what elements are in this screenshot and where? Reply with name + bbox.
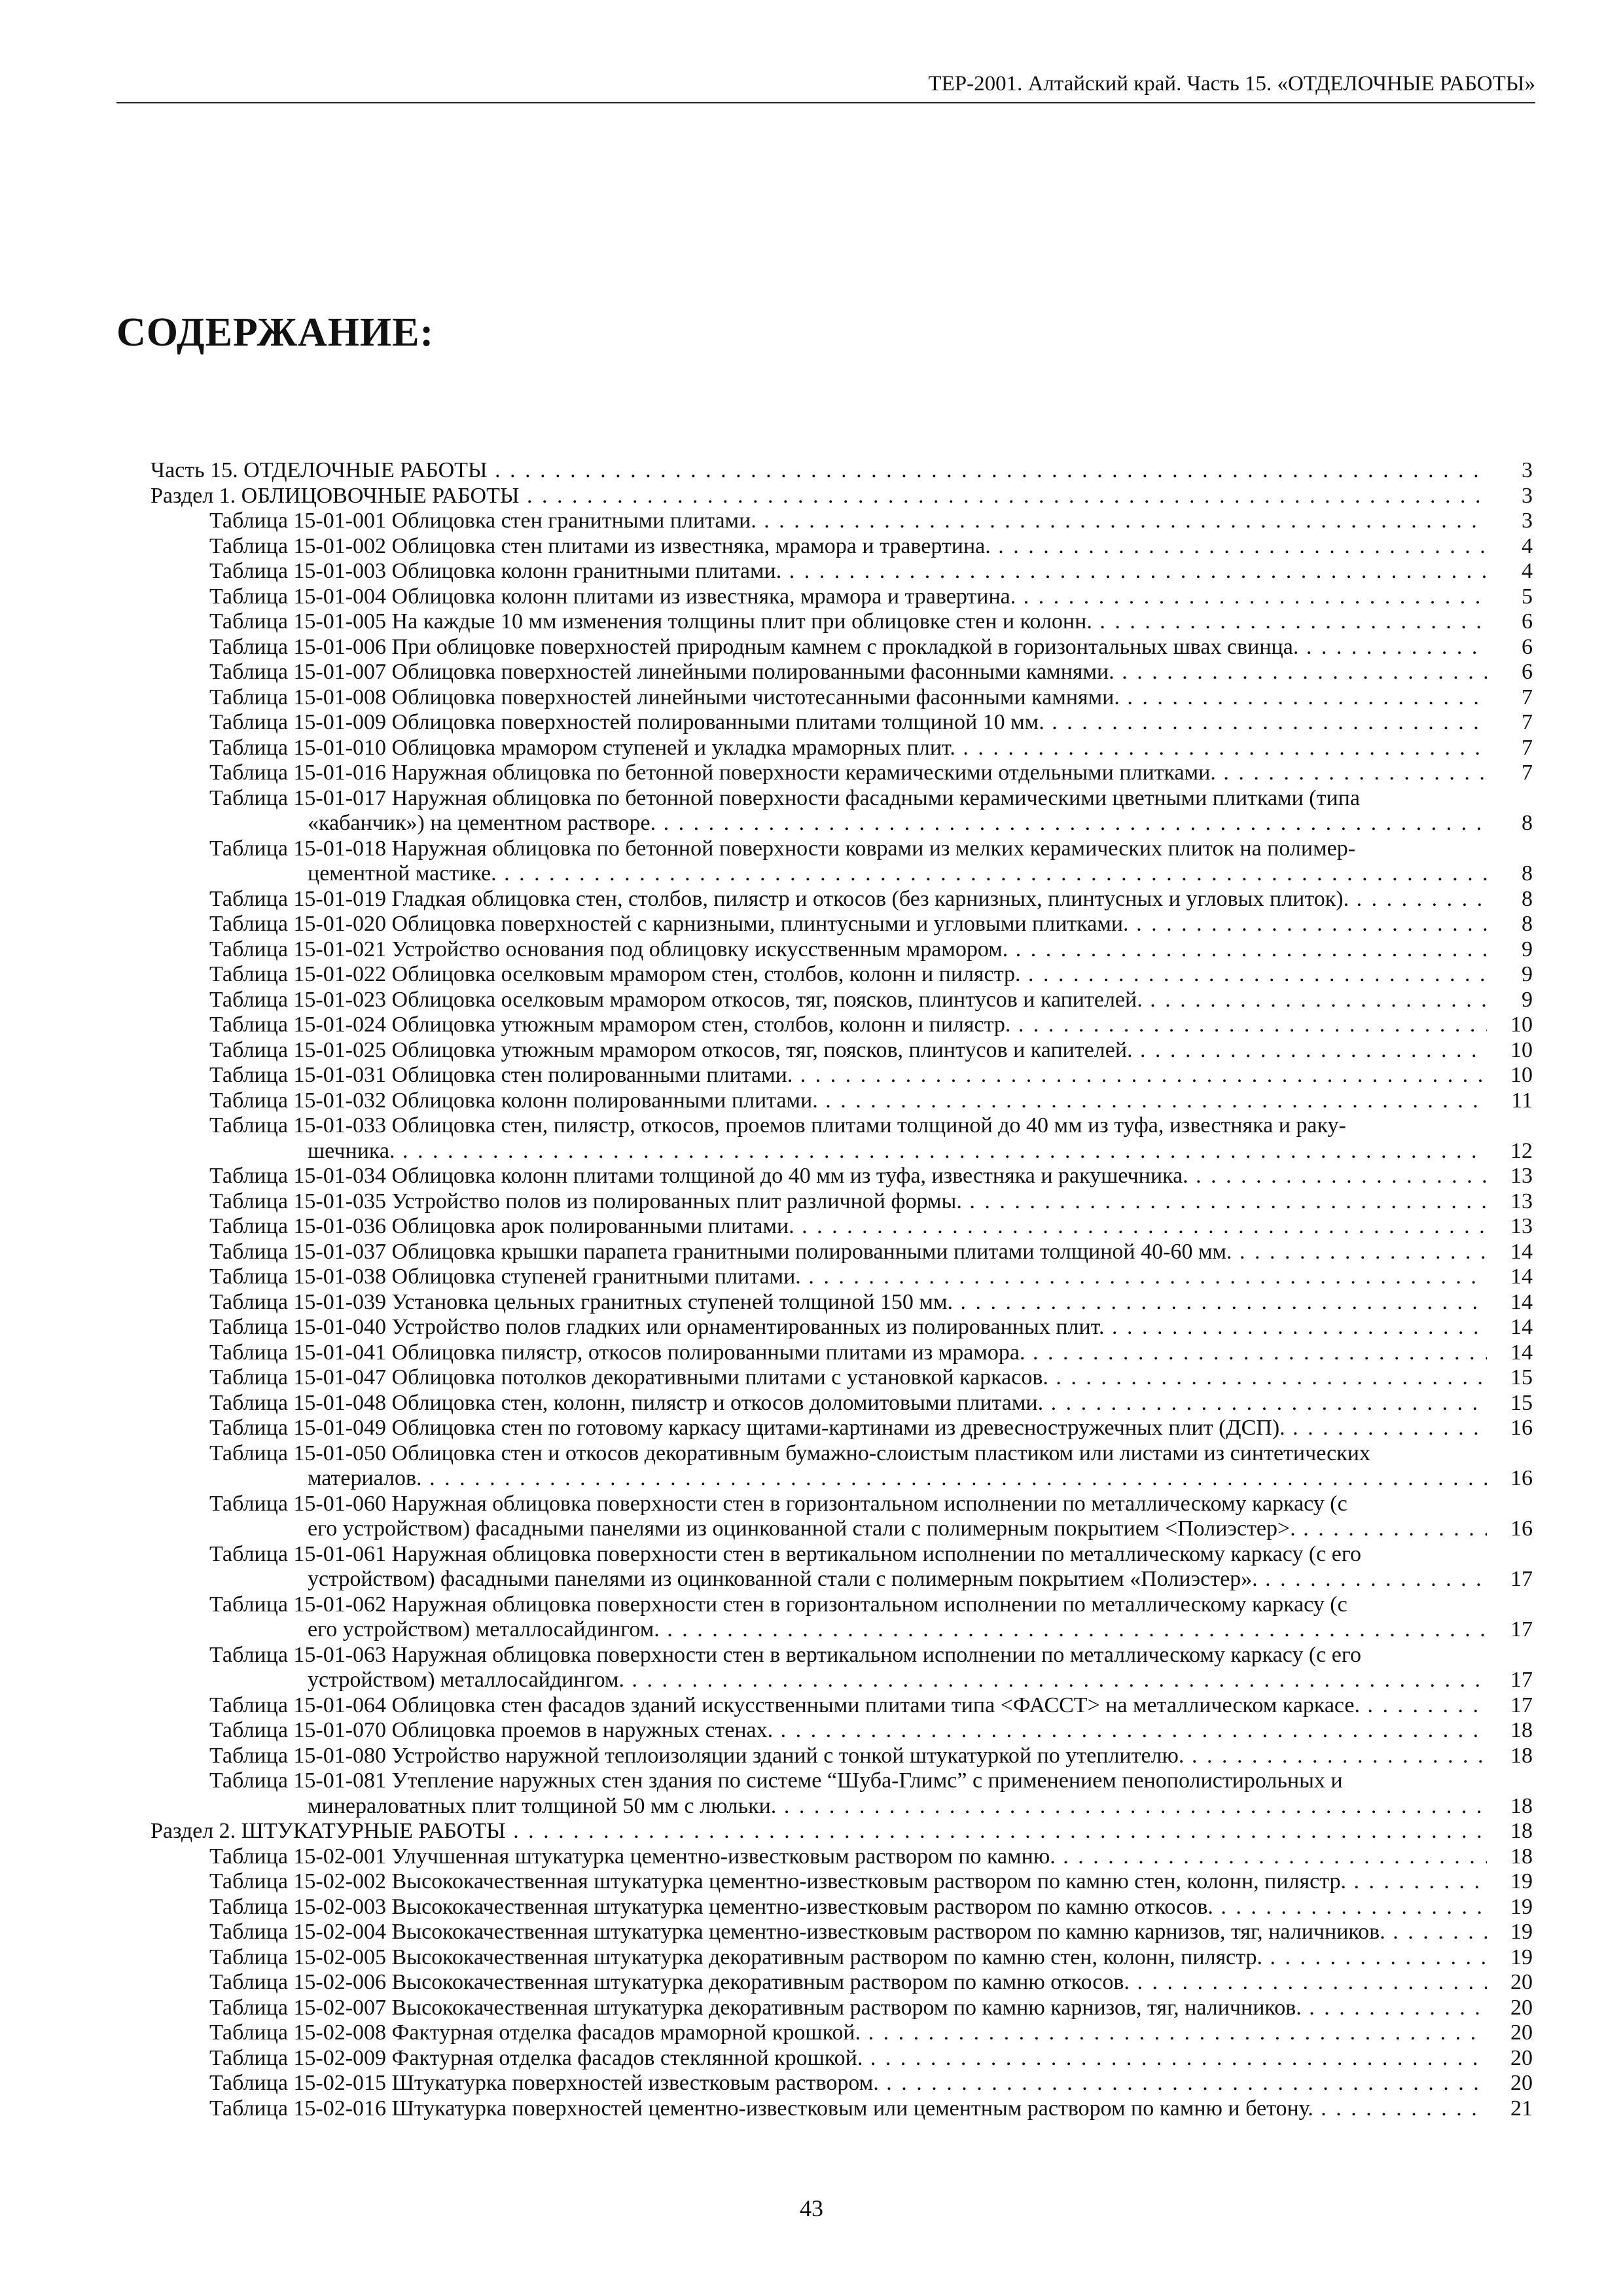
- toc-entry-title: Таблица 15-01-020 Облицовка поверхностей с карнизными, плинтусными и угловыми плитками.: [209, 912, 1129, 936]
- toc-entry-page: 10: [1510, 1037, 1533, 1062]
- toc-entry[interactable]: [151, 1164, 1533, 1189]
- dot-leader: [776, 1794, 1487, 1818]
- toc-entry[interactable]: [151, 1416, 1533, 1441]
- toc-entry-title: Таблица 15-01-041 Облицовка пилястр, откосов полированными плитами из мрамора.: [209, 1340, 1026, 1365]
- toc-entry-title: Таблица 15-01-060 Наружная облицовка поверхности стен в горизонтальном исполнении по металлическому каркасу (с: [209, 1491, 1347, 1516]
- toc-entry-page: 7: [1522, 735, 1533, 760]
- toc-entry-title-continued: его устройством) фасадными панелями из оцинкованной стали с полимерным покрытием <Полиэстер>.: [308, 1516, 1296, 1541]
- dot-leader: [1133, 1038, 1487, 1062]
- toc-entry-page: 10: [1510, 1013, 1533, 1037]
- toc-entry-title: Таблица 15-01-024 Облицовка утюжным мрамором стен, столбов, колонн и пилястр.: [209, 1013, 1011, 1037]
- toc-entry-page: 14: [1510, 1340, 1533, 1365]
- toc-entry-page: 18: [1510, 1743, 1533, 1768]
- toc-entry-page: 5: [1522, 584, 1533, 609]
- toc-entry-page: 12: [1510, 1138, 1533, 1163]
- toc-entry[interactable]: [151, 584, 1533, 610]
- toc-entry-title: Таблица 15-02-016 Штукатурка поверхностей цементно-известковым или цементным раствором по камню и бетону.: [209, 2096, 1313, 2121]
- toc-entry-title-continued: шечника.: [308, 1138, 395, 1163]
- toc-entry[interactable]: [151, 1768, 1533, 1794]
- toc-entry-title: Таблица 15-02-009 Фактурная отделка фасадов стеклянной крошкой.: [209, 2045, 863, 2070]
- toc-entry-title-continued: «кабанчик») на цементном растворе.: [308, 811, 656, 835]
- toc-entry-title: Таблица 15-01-061 Наружная облицовка поверхности стен в вертикальном исполнении по металлическому каркасу (с его: [209, 1541, 1361, 1566]
- toc-entry-page: 19: [1510, 1945, 1533, 1969]
- dot-leader: [656, 811, 1487, 835]
- toc-entry-page: 4: [1522, 559, 1533, 583]
- toc-entry-page: 18: [1510, 1819, 1533, 1843]
- toc-entry-title: Таблица 15-01-047 Облицовка потолков декоративными плитами с установкой каркасов.: [209, 1365, 1048, 1390]
- toc-entry[interactable]: [151, 1693, 1533, 1719]
- toc-entry-title: Таблица 15-01-039 Установка цельных гранитных ступеней толщиной 150 мм.: [209, 1289, 953, 1314]
- dot-leader: [1216, 761, 1487, 785]
- dot-leader: [1349, 887, 1487, 911]
- toc-entry[interactable]: [151, 1391, 1533, 1416]
- toc-entry-continuation[interactable]: [151, 1516, 1533, 1542]
- dot-leader: [1056, 1844, 1487, 1869]
- dot-leader: [497, 861, 1487, 886]
- toc-entry[interactable]: [151, 1869, 1533, 1895]
- dot-leader: [488, 458, 1487, 482]
- toc-entry-page: 14: [1510, 1289, 1533, 1314]
- toc-entry-continuation[interactable]: [151, 1668, 1533, 1693]
- dot-leader: [794, 1214, 1487, 1238]
- toc-entry-continuation[interactable]: [151, 861, 1533, 887]
- toc-entry-title: Раздел 1. ОБЛИЦОВОЧНЫЕ РАБОТЫ: [151, 483, 520, 508]
- toc-entry-title: Таблица 15-01-062 Наружная облицовка поверхности стен в горизонтальном исполнении по металлическому каркасу (с: [209, 1592, 1347, 1617]
- toc-entry-title: Таблица 15-01-070 Облицовка проемов в наружных стенах.: [209, 1718, 774, 1742]
- toc-entry[interactable]: [151, 761, 1533, 786]
- toc-entry[interactable]: [151, 559, 1533, 584]
- toc-entry-page: 20: [1510, 2020, 1533, 2045]
- toc-entry-page: 15: [1510, 1365, 1533, 1390]
- toc-entry[interactable]: [151, 1214, 1533, 1240]
- toc-entry[interactable]: [151, 1819, 1533, 1844]
- toc-entry-title: Таблица 15-01-032 Облицовка колонн полированными плитами.: [209, 1088, 818, 1113]
- toc-entry-title: Таблица 15-01-048 Облицовка стен, колонн, пилястр и откосов доломитовыми плитами.: [209, 1390, 1044, 1415]
- toc-entry-page: 6: [1522, 609, 1533, 634]
- toc-entry-title: Таблица 15-01-001 Облицовка стен гранитными плитами.: [209, 509, 757, 533]
- toc-entry-page: 6: [1522, 634, 1533, 659]
- toc-entry-page: 8: [1522, 912, 1533, 936]
- toc-entry[interactable]: [151, 1542, 1533, 1568]
- toc-entry-page: 18: [1510, 1793, 1533, 1818]
- dot-leader: [1129, 912, 1487, 936]
- toc-entry-title: Таблица 15-02-001 Улучшенная штукатурка цементно-известковым раствором по камню.: [209, 1844, 1056, 1869]
- dot-leader: [1346, 1869, 1487, 1893]
- dot-leader: [1262, 1945, 1487, 1969]
- dot-leader: [1184, 1744, 1487, 1768]
- toc-entry[interactable]: [151, 1113, 1533, 1139]
- toc-entry-page: 7: [1522, 685, 1533, 709]
- toc-entry[interactable]: [151, 887, 1533, 912]
- toc-entry-page: 20: [1510, 1995, 1533, 2020]
- toc-entry[interactable]: [151, 534, 1533, 560]
- dot-leader: [1285, 1416, 1487, 1440]
- toc-entry[interactable]: [151, 1340, 1533, 1366]
- toc-entry-title: Таблица 15-01-025 Облицовка утюжным мрамором откосов, тяг, поясков, плинтусов и капителей.: [209, 1037, 1133, 1062]
- toc-entry-page: 16: [1510, 1516, 1533, 1541]
- toc-entry[interactable]: [151, 484, 1533, 509]
- dot-leader: [1021, 962, 1487, 986]
- dot-leader: [1130, 1970, 1487, 1994]
- toc-entry-title: Таблица 15-01-080 Устройство наружной теплоизоляции зданий с тонкой штукатуркой по утеплителю.: [209, 1743, 1185, 1768]
- toc-entry-title: Таблица 15-02-008 Фактурная отделка фасадов мраморной крошкой.: [209, 2020, 861, 2045]
- toc-entry-title-continued: его устройством) металлосайдингом.: [308, 1617, 660, 1641]
- toc-entry-title: Таблица 15-01-008 Облицовка поверхностей линейными чистотесанными фасонными камнями.: [209, 685, 1120, 709]
- toc-entry-page: 9: [1522, 937, 1533, 961]
- toc-entry-title: Таблица 15-01-006 При облицовке поверхностей природным камнем с прокладкой в горизонтальных швах свинца.: [209, 634, 1299, 659]
- toc-entry[interactable]: [151, 685, 1533, 711]
- dot-leader: [861, 2020, 1487, 2045]
- dot-leader: [991, 534, 1487, 558]
- toc-entry-page: 19: [1510, 1920, 1533, 1944]
- toc-entry-title: Таблица 15-01-040 Устройство полов гладких или орнаментированных из полированных плит.: [209, 1315, 1105, 1339]
- dot-leader: [793, 1063, 1487, 1087]
- toc-entry[interactable]: [151, 2071, 1533, 2096]
- toc-entry[interactable]: [151, 1945, 1533, 1971]
- toc-entry[interactable]: [151, 1441, 1533, 1467]
- toc-entry-title: Таблица 15-01-081 Утепление наружных стен здания по системе “Шуба-Глимс” с применением пенополистирольных и: [209, 1768, 1343, 1793]
- toc-entry[interactable]: [151, 962, 1533, 988]
- toc-entry-title: Таблица 15-01-003 Облицовка колонн гранитными плитами.: [209, 559, 782, 583]
- toc-entry-title: Таблица 15-01-064 Облицовка стен фасадов зданий искусственными плитами типа <ФАССТ> на металлическом каркасе.: [209, 1693, 1361, 1717]
- toc-entry[interactable]: [151, 2046, 1533, 2072]
- toc-entry-continuation[interactable]: [151, 1617, 1533, 1643]
- dot-leader: [395, 1139, 1487, 1163]
- dot-leader: [1025, 1340, 1487, 1365]
- toc-entry-title: Часть 15. ОТДЕЛОЧНЫЕ РАБОТЫ: [151, 458, 488, 482]
- toc-entry[interactable]: [151, 458, 1533, 484]
- toc-entry[interactable]: [151, 836, 1533, 862]
- dot-leader: [506, 1819, 1487, 1843]
- dot-leader: [1302, 1996, 1487, 2020]
- toc-entry-title: Таблица 15-01-007 Облицовка поверхностей линейными полированными фасонными камнями.: [209, 660, 1115, 684]
- toc-entry[interactable]: [151, 1844, 1533, 1870]
- dot-leader: [1360, 1693, 1487, 1717]
- toc-entry[interactable]: [151, 509, 1533, 534]
- toc-entry-title: Таблица 15-01-017 Наружная облицовка по бетонной поверхности фасадными керамическими цветными плитками (типа: [209, 785, 1360, 810]
- dot-leader: [520, 484, 1487, 508]
- toc-entry-title: Таблица 15-01-023 Облицовка оселковым мрамором откосов, тяг, поясков, плинтусов и капителей.: [209, 987, 1143, 1012]
- toc-entry[interactable]: [151, 635, 1533, 660]
- toc-entry[interactable]: [151, 1996, 1533, 2021]
- toc-entry-title-continued: устройством) фасадными панелями из оцинкованной стали с полимерным покрытием «Полиэстер».: [308, 1567, 1258, 1591]
- dot-leader: [1296, 1516, 1487, 1541]
- toc-entry[interactable]: [151, 1970, 1533, 1996]
- toc-entry[interactable]: [151, 1265, 1533, 1290]
- toc-entry[interactable]: [151, 1290, 1533, 1316]
- toc-entry-title: Таблица 15-01-018 Наружная облицовка по бетонной поверхности коврами из мелких керамических плиток на полимер-: [209, 836, 1356, 861]
- toc-entry-page: 9: [1522, 962, 1533, 986]
- toc-entry[interactable]: [151, 1718, 1533, 1744]
- toc-entry-page: 20: [1510, 2071, 1533, 2095]
- dot-leader: [1385, 1920, 1487, 1944]
- dot-leader: [801, 1265, 1487, 1289]
- dot-leader: [818, 1088, 1487, 1113]
- toc-entry-page: 3: [1522, 509, 1533, 533]
- toc-entry-page: 20: [1510, 1970, 1533, 1994]
- toc-entry-page: 17: [1510, 1567, 1533, 1591]
- toc-table: [151, 458, 1533, 2121]
- dot-leader: [1213, 1895, 1487, 1919]
- dot-leader: [1016, 584, 1487, 609]
- dot-leader: [955, 736, 1487, 760]
- toc-entry[interactable]: [151, 1013, 1533, 1038]
- toc-entry[interactable]: [151, 1189, 1533, 1215]
- toc-entry-title: Таблица 15-01-049 Облицовка стен по готовому каркасу щитами-картинами из древесностружечных плит (ДСП).: [209, 1416, 1285, 1440]
- dot-leader: [1120, 685, 1487, 709]
- toc-entry-page: 17: [1510, 1617, 1533, 1641]
- toc-entry-title: Таблица 15-02-004 Высококачественная штукатурка цементно-известковым раствором по камню карнизов, тяг, наличников.: [209, 1920, 1385, 1944]
- toc-entry-title: Таблица 15-02-015 Штукатурка поверхностей известковым раствором.: [209, 2071, 879, 2095]
- toc-entry[interactable]: [151, 1088, 1533, 1114]
- toc-entry[interactable]: [151, 1920, 1533, 1945]
- toc-entry-page: 4: [1522, 533, 1533, 558]
- dot-leader: [781, 559, 1487, 583]
- toc-entry[interactable]: [151, 2020, 1533, 2046]
- toc-entry-title: Таблица 15-02-007 Высококачественная штукатурка декоративным раствором по камню карнизов, тяг, наличников.: [209, 1995, 1302, 2020]
- toc-entry-page: 13: [1510, 1189, 1533, 1213]
- toc-entry-title: Таблица 15-01-004 Облицовка колонн плитами из известняка, мрамора и травертина.: [209, 584, 1016, 609]
- toc-entry[interactable]: [151, 786, 1533, 812]
- toc-entry-title-continued: цементной мастике.: [308, 861, 497, 886]
- toc-entry-continuation[interactable]: [151, 1794, 1533, 1820]
- dot-leader: [757, 509, 1487, 533]
- toc-entry-page: 8: [1522, 886, 1533, 911]
- toc-entry-page: 14: [1510, 1315, 1533, 1339]
- toc-entry-title: Таблица 15-01-037 Облицовка крышки парапета гранитными полированными плитами толщиной 40-60 мм.: [209, 1239, 1232, 1264]
- toc-entry[interactable]: [151, 1063, 1533, 1088]
- toc-entry[interactable]: [151, 1038, 1533, 1064]
- toc-entry-continuation[interactable]: [151, 1567, 1533, 1592]
- toc-entry-title-continued: материалов.: [308, 1466, 422, 1490]
- dot-leader: [660, 1617, 1487, 1641]
- toc-entry-page: 16: [1510, 1466, 1533, 1490]
- toc-entry-page: 14: [1510, 1265, 1533, 1289]
- toc-entry-page: 13: [1510, 1164, 1533, 1188]
- toc-entry-page: 17: [1510, 1668, 1533, 1692]
- toc-entry-title: Таблица 15-01-035 Устройство полов из полированных плит различной формы.: [209, 1189, 962, 1213]
- toc-entry-title: Таблица 15-01-005 На каждые 10 мм изменения толщины плит при облицовке стен и колонн.: [209, 609, 1092, 634]
- toc-entry-title: Таблица 15-01-031 Облицовка стен полированными плитами.: [209, 1063, 793, 1087]
- dot-leader: [1043, 1391, 1487, 1415]
- toc-entry[interactable]: [151, 1365, 1533, 1391]
- dot-leader: [422, 1466, 1487, 1490]
- toc-entry[interactable]: [151, 710, 1533, 736]
- toc-entry-continuation[interactable]: [151, 1139, 1533, 1164]
- dot-leader: [879, 2071, 1487, 2095]
- toc-entry[interactable]: [151, 937, 1533, 963]
- toc-entry[interactable]: [151, 1744, 1533, 1769]
- toc-entry-continuation[interactable]: [151, 811, 1533, 836]
- dot-leader: [1232, 1240, 1487, 1264]
- dot-leader: [962, 1189, 1487, 1213]
- dot-leader: [1258, 1567, 1487, 1591]
- toc-entry[interactable]: [151, 1592, 1533, 1618]
- toc-entry-page: 19: [1510, 1869, 1533, 1893]
- dot-leader: [1010, 1013, 1487, 1037]
- dot-leader: [773, 1718, 1487, 1742]
- toc-entry[interactable]: [151, 988, 1533, 1013]
- toc-entry-title: Таблица 15-01-050 Облицовка стен и откосов декоративным бумажно-слоистым пластиком или листами из синтетических: [209, 1441, 1370, 1465]
- toc-entry-title: Таблица 15-02-002 Высококачественная штукатурка цементно-известковым раствором по камню стен, колонн, пилястр.: [209, 1869, 1347, 1893]
- toc-entry-page: 9: [1522, 987, 1533, 1012]
- toc-entry-page: 7: [1522, 710, 1533, 734]
- toc-entry-page: 19: [1510, 1894, 1533, 1919]
- toc-entry-page: 15: [1510, 1390, 1533, 1415]
- toc-entry-title-continued: устройством) металлосайдингом.: [308, 1668, 625, 1692]
- toc-entry-title: Таблица 15-01-033 Облицовка стен, пилястр, откосов, проемов плитами толщиной до 40 мм из туфа, известняка и раку-: [209, 1113, 1346, 1138]
- running-header: ТЕР-2001. Алтайский край. Часть 15. «ОТДЕЛОЧНЫЕ РАБОТЫ»: [116, 69, 1535, 103]
- toc-entry-page: 18: [1510, 1718, 1533, 1742]
- toc-entry-title: Таблица 15-01-016 Наружная облицовка по бетонной поверхности керамическими отдельными плитками.: [209, 761, 1216, 785]
- toc-entry-page: 18: [1510, 1844, 1533, 1869]
- dot-leader: [863, 2046, 1487, 2070]
- toc-entry-title: Таблица 15-01-036 Облицовка арок полированными плитами.: [209, 1214, 794, 1238]
- toc-entry[interactable]: [151, 1643, 1533, 1668]
- toc-entry-title: Таблица 15-01-038 Облицовка ступеней гранитными плитами.: [209, 1265, 801, 1289]
- toc-entry-title: Таблица 15-01-009 Облицовка поверхностей полированными плитами толщиной 10 мм.: [209, 710, 1044, 734]
- toc-entry-page: 11: [1511, 1088, 1533, 1113]
- toc-entry-title: Таблица 15-01-010 Облицовка мрамором ступеней и укладка мраморных плит.: [209, 735, 955, 760]
- dot-leader: [1105, 1315, 1488, 1339]
- toc-entry-page: 8: [1522, 861, 1533, 886]
- dot-leader: [1188, 1164, 1487, 1188]
- toc-entry-page: 17: [1510, 1693, 1533, 1717]
- toc-entry-continuation[interactable]: [151, 1466, 1533, 1492]
- dot-leader: [1048, 1365, 1487, 1390]
- dot-leader: [1008, 937, 1487, 961]
- toc-entry-title: Таблица 15-01-034 Облицовка колонн плитами толщиной до 40 мм из туфа, известняка и ракушечника.: [209, 1164, 1188, 1188]
- table-of-contents: [151, 458, 1533, 2121]
- toc-entry-title: Таблица 15-02-006 Высококачественная штукатурка декоративным раствором по камню откосов.: [209, 1970, 1130, 1994]
- toc-entry[interactable]: [151, 660, 1533, 685]
- toc-entry-page: 7: [1522, 761, 1533, 785]
- toc-entry-title-continued: минераловатных плит толщиной 50 мм с люльки.: [308, 1793, 777, 1818]
- toc-entry[interactable]: [151, 1240, 1533, 1265]
- dot-leader: [1313, 2096, 1487, 2121]
- toc-entry-title: Таблица 15-02-003 Высококачественная штукатурка цементно-известковым раствором по камню откосов.: [209, 1894, 1213, 1919]
- toc-entry-title: Раздел 2. ШТУКАТУРНЫЕ РАБОТЫ: [151, 1819, 506, 1843]
- toc-entry-page: 13: [1510, 1214, 1533, 1238]
- toc-entry-title: Таблица 15-01-021 Устройство основания под облицовку искусственным мрамором.: [209, 937, 1008, 961]
- dot-leader: [624, 1668, 1487, 1692]
- toc-entry-page: 6: [1522, 660, 1533, 684]
- toc-entry-title: Таблица 15-02-005 Высококачественная штукатурка декоративным раствором по камню стен, колонн, пилястр.: [209, 1945, 1263, 1969]
- toc-entry[interactable]: [151, 2096, 1533, 2122]
- dot-leader: [1115, 660, 1487, 684]
- toc-entry-page: 14: [1510, 1239, 1533, 1264]
- toc-entry[interactable]: [151, 1895, 1533, 1920]
- toc-entry-page: 8: [1522, 811, 1533, 835]
- toc-entry[interactable]: [151, 609, 1533, 635]
- toc-entry-page: 10: [1510, 1063, 1533, 1087]
- dot-leader: [1143, 988, 1487, 1012]
- toc-entry-page: 3: [1522, 458, 1533, 482]
- dot-leader: [953, 1290, 1487, 1314]
- toc-entry[interactable]: [151, 1315, 1533, 1340]
- dot-leader: [1044, 710, 1487, 734]
- dot-leader: [1092, 609, 1487, 634]
- toc-entry[interactable]: [151, 912, 1533, 937]
- toc-entry[interactable]: [151, 736, 1533, 761]
- toc-entry-page: 16: [1510, 1416, 1533, 1440]
- toc-entry-title: Таблица 15-01-002 Облицовка стен плитами из известняка, мрамора и травертина.: [209, 533, 991, 558]
- dot-leader: [1298, 635, 1487, 659]
- toc-entry-title: Таблица 15-01-022 Облицовка оселковым мрамором стен, столбов, колонн и пилястр.: [209, 962, 1021, 986]
- toc-entry-title: Таблица 15-01-063 Наружная облицовка поверхности стен в вертикальном исполнении по металлическому каркасу (с его: [209, 1642, 1361, 1667]
- toc-entry-page: 3: [1522, 483, 1533, 508]
- toc-entry-page: 21: [1510, 2096, 1533, 2121]
- toc-entry-page: 20: [1510, 2045, 1533, 2070]
- toc-entry[interactable]: [151, 1492, 1533, 1517]
- toc-entry-title: Таблица 15-01-019 Гладкая облицовка стен, столбов, пилястр и откосов (без карнизных, плинтусных и угловых плиток).: [209, 886, 1349, 911]
- page-number: 43: [800, 2195, 823, 2221]
- page-title: СОДЕРЖАНИЕ:: [116, 310, 435, 355]
